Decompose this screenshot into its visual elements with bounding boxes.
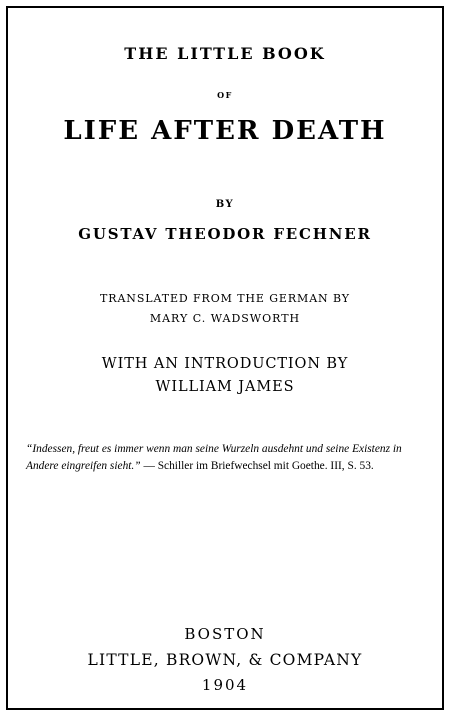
title-page (8, 8, 442, 708)
epigraph-quote: “Indessen, freut es immer wenn man seine Wurzeln ausdehnt und seine Existenz in Andere eingreifen sieht.” (26, 443, 402, 472)
title-line-2: LIFE AFTER DEATH (63, 116, 387, 146)
by-label: BY (215, 199, 235, 210)
author-name: GUSTAV THEODOR FECHNER (78, 225, 372, 243)
title-line-1: THE LITTLE BOOK (124, 44, 326, 63)
imprint-year: 1904 (201, 676, 249, 694)
imprint-city: BOSTON (184, 625, 266, 643)
introduction-author: WILLIAM JAMES (155, 379, 295, 395)
epigraph (26, 441, 428, 475)
introduction-label: WITH AN INTRODUCTION BY (101, 356, 349, 372)
translator-label: TRANSLATED FROM THE GERMAN BY (100, 292, 350, 305)
epigraph-attribution: — Schiller im Briefwechsel mit Goethe. III, S. 53. (140, 460, 374, 472)
imprint-publisher: LITTLE, BROWN, & COMPANY (87, 651, 363, 669)
title-of: OF (217, 90, 233, 100)
translator-name: MARY C. WADSWORTH (149, 312, 301, 325)
